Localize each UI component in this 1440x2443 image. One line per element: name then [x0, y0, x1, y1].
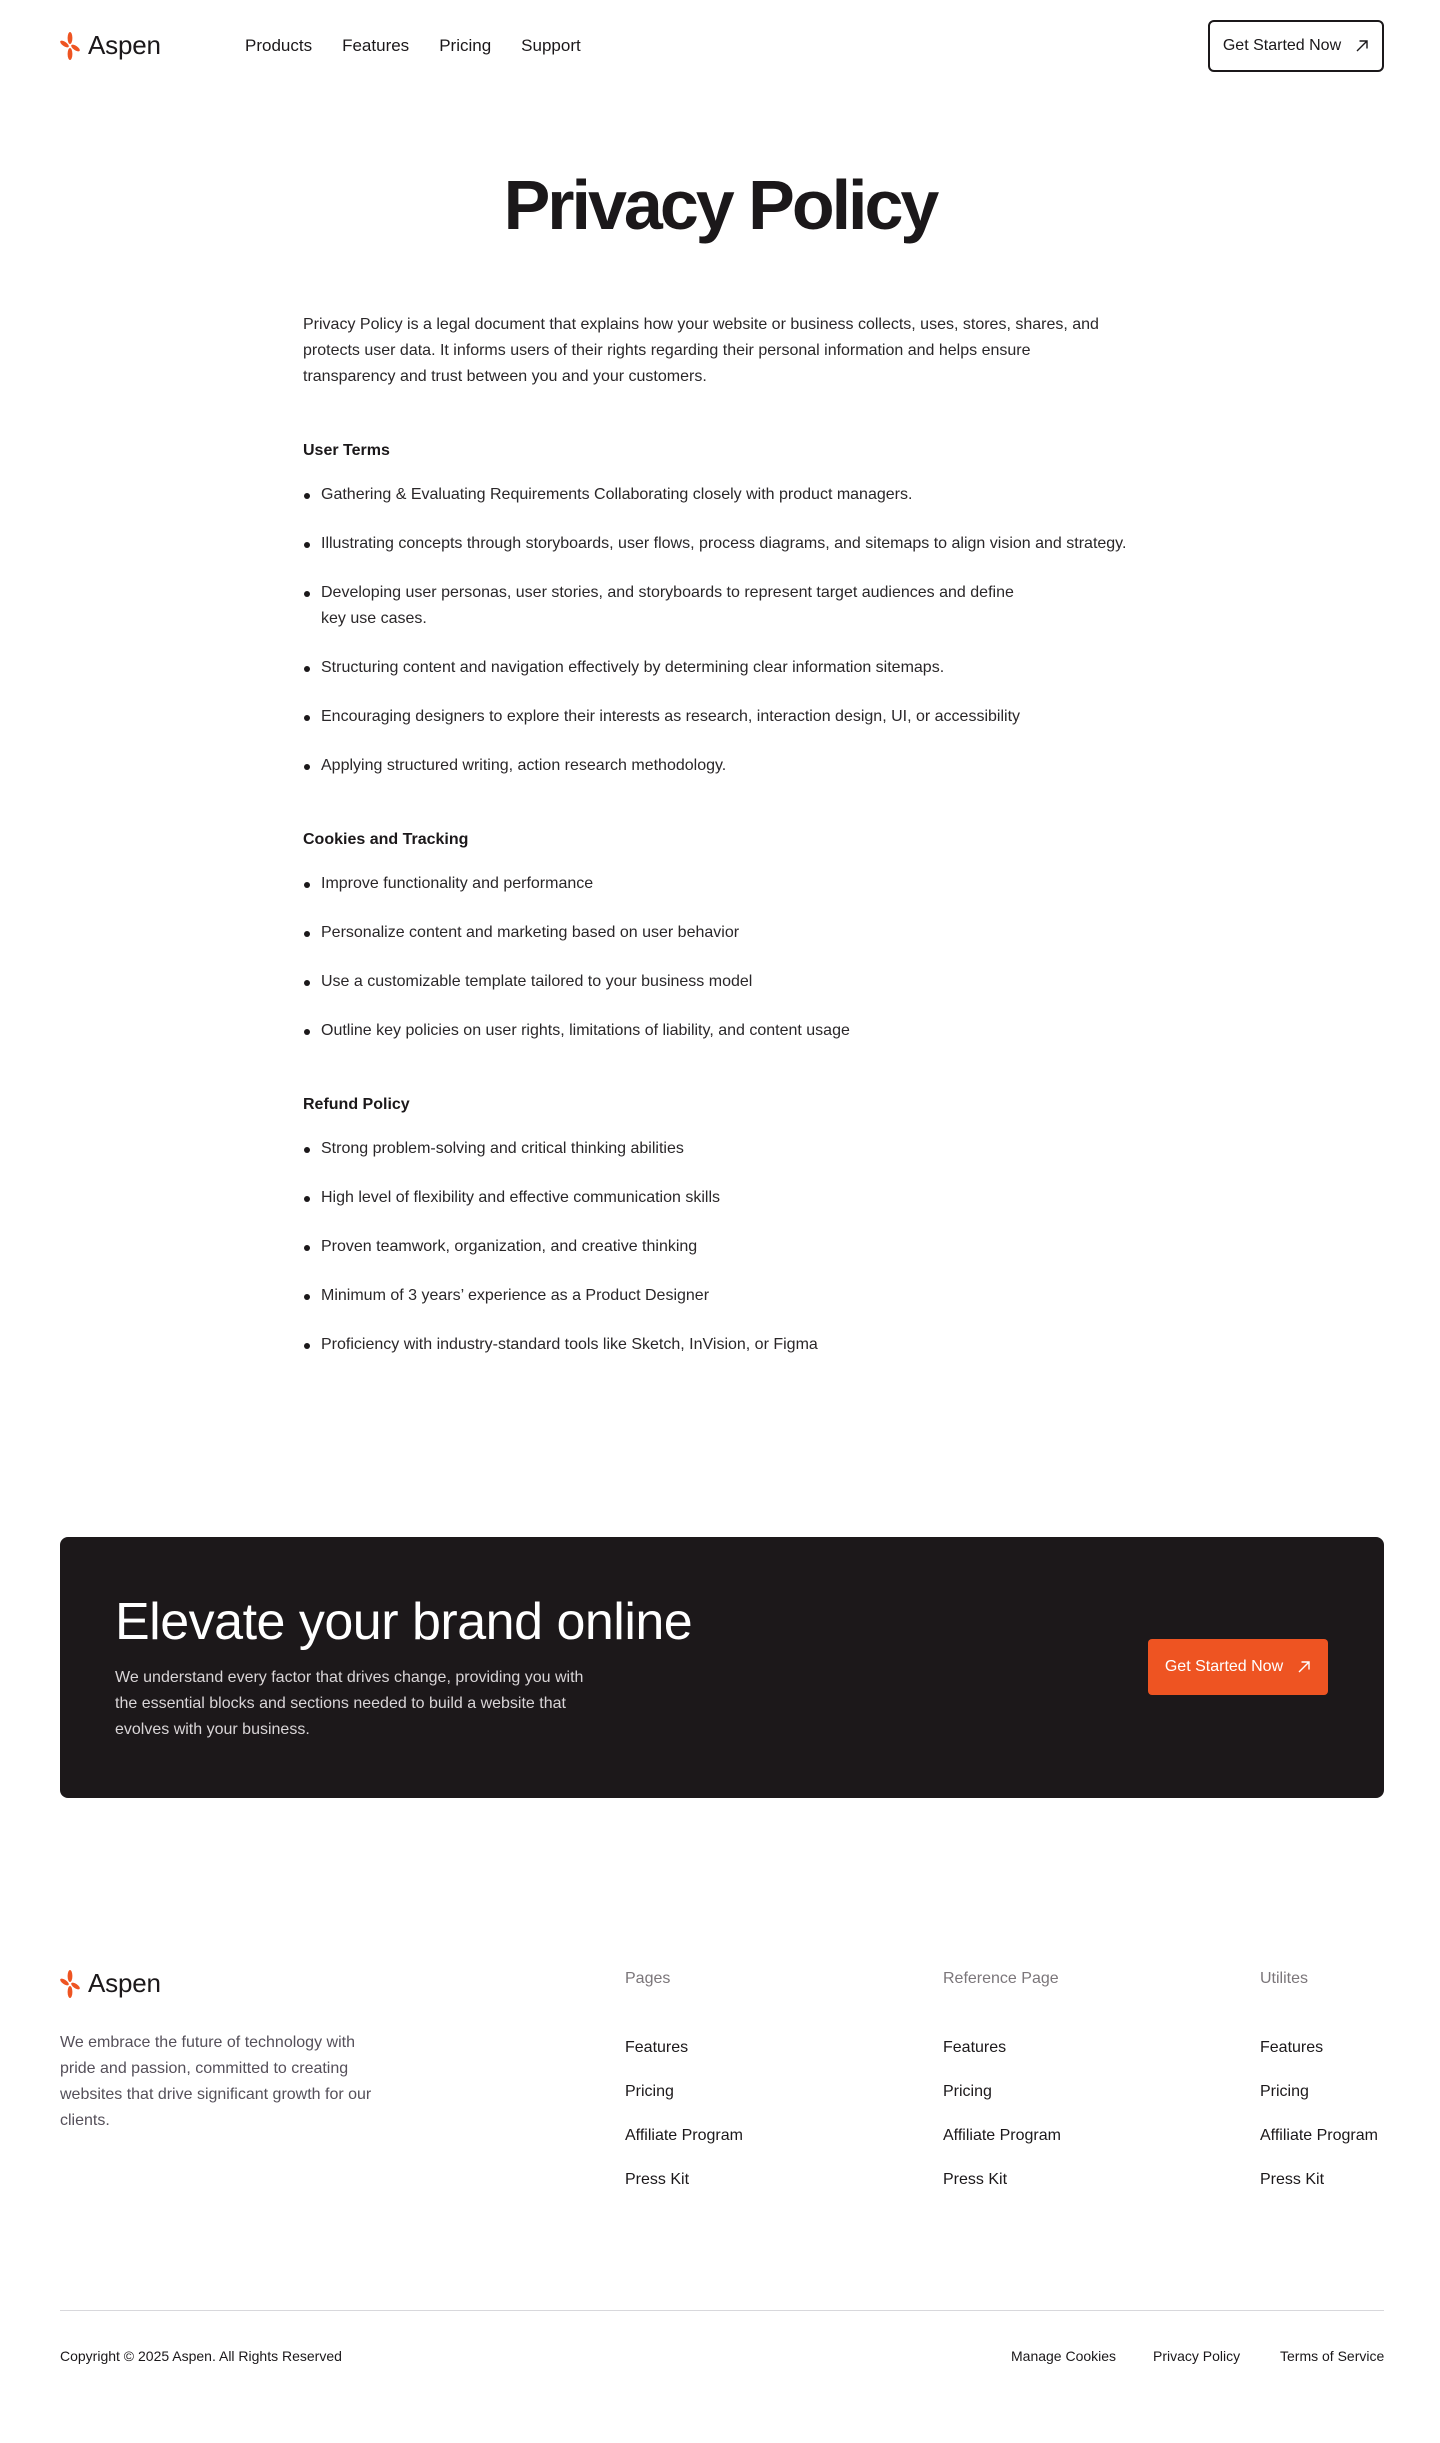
list-item: Structuring content and navigation effectively by determining clear information sitemaps. — [303, 655, 1163, 681]
footer-column-pages — [625, 1970, 743, 2214]
terms-of-service-link[interactable]: Terms of Service — [1280, 2348, 1385, 2364]
copyright-text: Copyright © 2025 Aspen. All Rights Reserved — [60, 2348, 342, 2364]
footer-column-utilities — [1260, 1970, 1378, 2214]
footer-link-affiliate-program[interactable]: Affiliate Program — [1260, 2127, 1378, 2144]
arrow-up-right-icon — [1297, 1660, 1311, 1674]
nav-item-features[interactable]: Features — [342, 36, 410, 55]
list-item: Strong problem-solving and critical thinking abilities — [303, 1136, 1163, 1162]
intro-paragraph: Privacy Policy is a legal document that explains how your website or business collects, uses, stores, shares, and protects user data. It informs users of their rights regarding their personal information and helps ensure transparency and trust between you and your customers. — [303, 316, 1099, 385]
footer-link-features[interactable]: Features — [625, 2039, 689, 2056]
cta-button-label: Get Started Now — [1164, 1658, 1284, 1675]
header-get-started-label: Get Started Now — [1222, 37, 1342, 54]
list-item: Minimum of 3 years’ experience as a Product Designer — [303, 1283, 1163, 1309]
footer-brand-logo[interactable] — [60, 1968, 161, 1999]
footer-link-pricing[interactable]: Pricing — [1260, 2083, 1309, 2100]
list-item: Developing user personas, user stories, and storyboards to represent target audiences and define key use cases. — [303, 580, 1023, 632]
privacy-policy-link[interactable]: Privacy Policy — [1153, 2348, 1241, 2364]
nav-item-support[interactable]: Support — [521, 36, 581, 55]
list-item: Personalize content and marketing based on user behavior — [303, 920, 1163, 946]
footer-link-pricing[interactable]: Pricing — [943, 2083, 992, 2100]
footer-divider — [60, 2310, 1384, 2311]
footer-link-features[interactable]: Features — [1260, 2039, 1324, 2056]
main-nav — [245, 36, 581, 56]
cta-banner — [60, 1537, 1384, 1798]
cookies-list — [303, 871, 1163, 1044]
brand-name: Aspen — [88, 30, 161, 60]
section-title-refund: Refund Policy — [303, 1096, 410, 1113]
list-item: Illustrating concepts through storyboards, user flows, process diagrams, and sitemaps to align vision and strategy. — [303, 531, 1163, 557]
footer-column-reference — [943, 1970, 1061, 2214]
aspen-logo-icon — [60, 1970, 80, 1998]
user-terms-list — [303, 482, 1163, 779]
list-item: Applying structured writing, action research methodology. — [303, 753, 1163, 779]
footer-link-press-kit[interactable]: Press Kit — [625, 2171, 690, 2188]
footer-column-title: Utilites — [1260, 1970, 1309, 1987]
footer-link-press-kit[interactable]: Press Kit — [1260, 2171, 1325, 2188]
nav-item-products[interactable]: Products — [245, 36, 313, 55]
list-item: Encouraging designers to explore their interests as research, interaction design, UI, or accessibility — [303, 704, 1163, 730]
cta-text: We understand every factor that drives change, providing you with the essential blocks and sections needed to build a website that evolves with your business. — [115, 1669, 584, 1738]
footer-column-title: Reference Page — [943, 1970, 1059, 1987]
footer-link-features[interactable]: Features — [943, 2039, 1007, 2056]
section-title-cookies: Cookies and Tracking — [303, 831, 469, 848]
arrow-up-right-icon — [1355, 39, 1369, 53]
cta-get-started-button[interactable] — [1148, 1639, 1328, 1695]
footer-column-title: Pages — [625, 1970, 671, 1987]
list-item: Proven teamwork, organization, and creative thinking — [303, 1234, 1163, 1260]
footer-description: We embrace the future of technology with pride and passion, committed to creating websites that drive significant growth for our clients. — [60, 2034, 372, 2129]
manage-cookies-link[interactable]: Manage Cookies — [1011, 2348, 1117, 2364]
list-item: Improve functionality and performance — [303, 871, 1163, 897]
policy-content — [303, 312, 1163, 1358]
page-title: Privacy Policy — [503, 166, 937, 244]
nav-item-pricing[interactable]: Pricing — [439, 36, 492, 55]
cta-title: Elevate your brand online — [115, 1593, 693, 1651]
header-get-started-button[interactable] — [1208, 20, 1384, 72]
footer-link-affiliate-program[interactable]: Affiliate Program — [943, 2127, 1061, 2144]
section-title-user-terms: User Terms — [303, 442, 390, 459]
list-item: High level of flexibility and effective communication skills — [303, 1185, 1163, 1211]
refund-list — [303, 1136, 1163, 1358]
list-item: Proficiency with industry-standard tools like Sketch, InVision, or Figma — [303, 1332, 1163, 1358]
footer-link-pricing[interactable]: Pricing — [625, 2083, 674, 2100]
site-header — [0, 0, 1440, 92]
brand-logo[interactable] — [60, 30, 161, 61]
footer-link-press-kit[interactable]: Press Kit — [943, 2171, 1008, 2188]
list-item: Use a customizable template tailored to your business model — [303, 969, 1163, 995]
list-item: Outline key policies on user rights, limitations of liability, and content usage — [303, 1018, 1163, 1044]
aspen-logo-icon — [60, 32, 80, 60]
footer-link-affiliate-program[interactable]: Affiliate Program — [625, 2127, 743, 2144]
list-item: Gathering & Evaluating Requirements Collaborating closely with product managers. — [303, 482, 1163, 508]
footer-brand-name: Aspen — [88, 1968, 161, 1998]
